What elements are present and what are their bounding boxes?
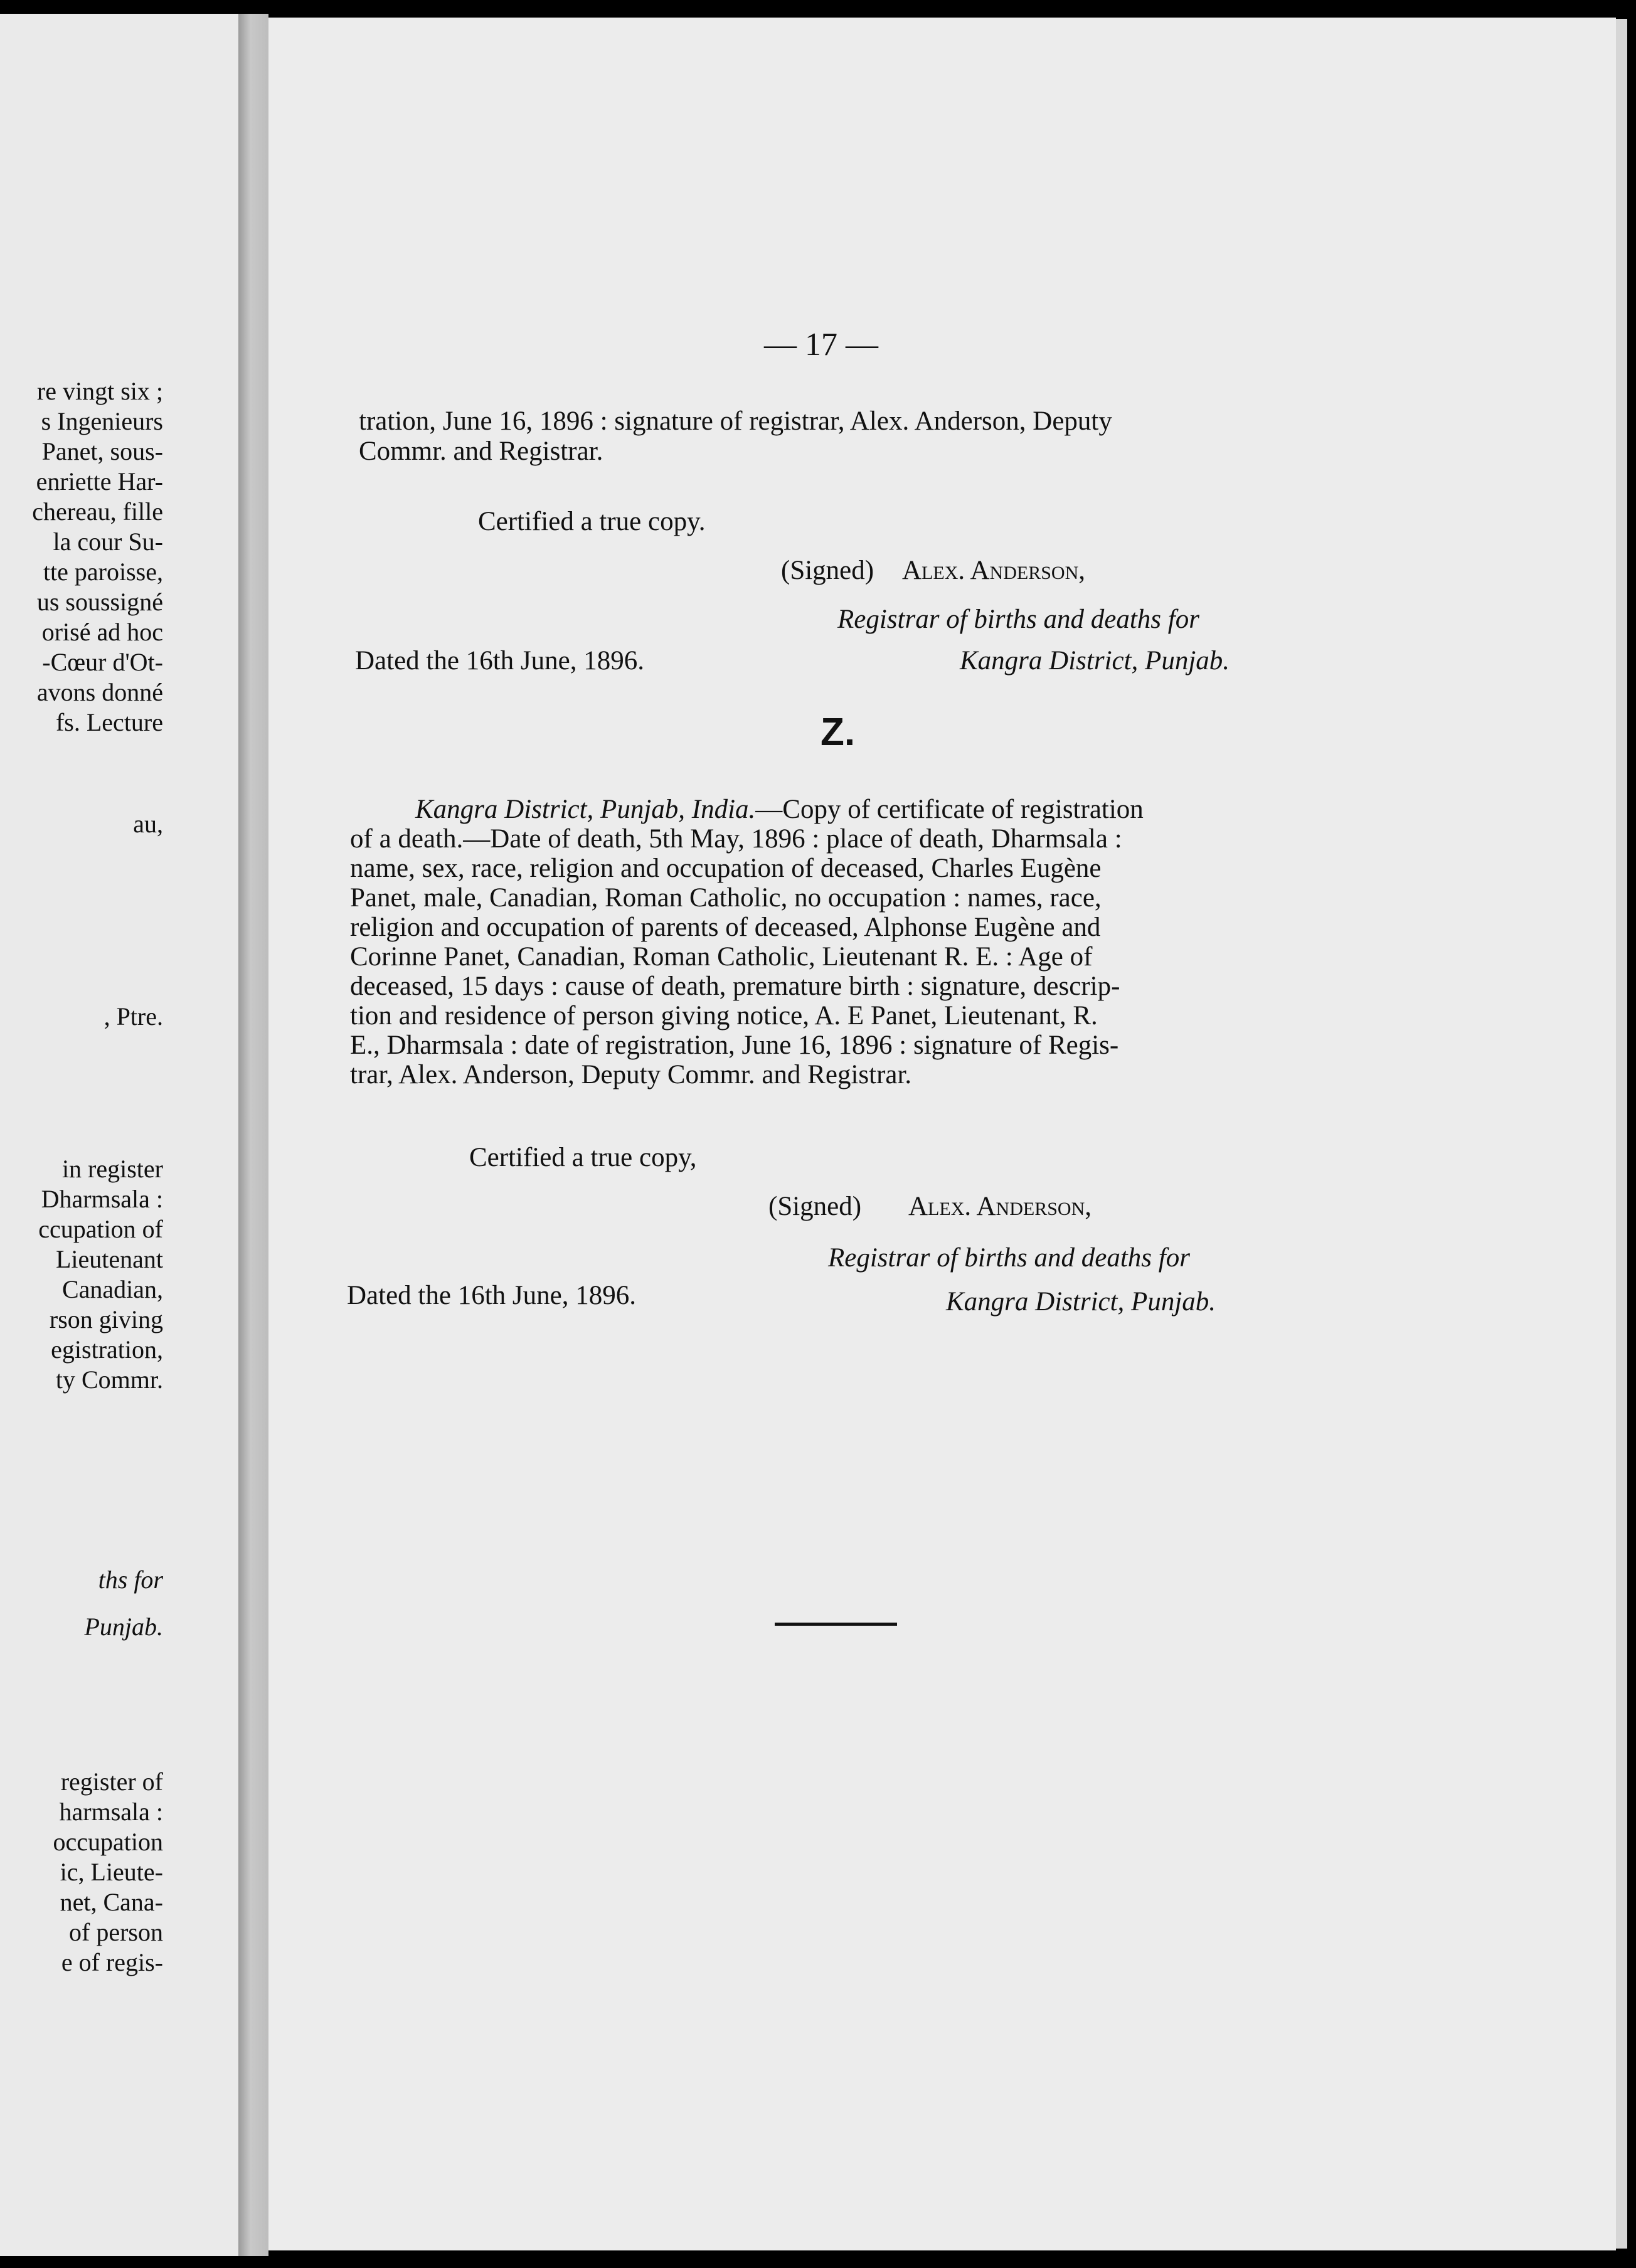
left-page-fragment: rson giving (49, 1305, 163, 1333)
record-z-line-1: —Copy of certificate of registration (755, 795, 1144, 824)
certified-copy-z: Certified a true copy, (469, 1143, 697, 1172)
book-gutter (238, 14, 268, 2256)
left-page-fragment: s Ingenieurs (41, 407, 163, 435)
district-z: Kangra District, Punjab. (946, 1287, 1216, 1317)
signed-label-z: (Signed) (768, 1192, 862, 1221)
dated-y: Dated the 16th June, 1896. (355, 646, 644, 676)
record-z-line-8: tion and residence of person giving notice, A. E Panet, Lieutenant, R. (350, 1001, 1098, 1031)
left-page-fragment: la cour Su- (53, 527, 163, 556)
left-page-fragment: ths for (98, 1566, 163, 1594)
page-number: — 17 — (764, 327, 878, 363)
left-page-fragment: Lieutenant (55, 1245, 163, 1273)
signer-name-z: Alex. Anderson, (908, 1192, 1092, 1221)
left-page-fragment: Punjab. (84, 1613, 163, 1641)
right-page (268, 18, 1616, 2250)
left-page-fragment: egistration, (51, 1335, 163, 1364)
district-y: Kangra District, Punjab. (960, 646, 1230, 676)
signer-name-y: Alex. Anderson, (902, 556, 1085, 585)
record-z-line-5: religion and occupation of parents of deceased, Alphonse Eugène and (350, 913, 1101, 942)
dated-z: Dated the 16th June, 1896. (347, 1281, 636, 1310)
record-z-line-4: Panet, male, Canadian, Roman Catholic, no occupation : names, race, (350, 883, 1102, 913)
record-z-line-3: name, sex, race, religion and occupation of deceased, Charles Eugène (350, 854, 1102, 883)
left-page-fragment: Panet, sous- (41, 437, 163, 465)
record-z-line-7: deceased, 15 days : cause of death, premature birth : signature, descrip- (350, 972, 1120, 1001)
section-heading-z: Z. (821, 711, 856, 754)
left-page-fragment: avons donné (36, 678, 163, 706)
left-page-fragment: re vingt six ; (36, 377, 163, 405)
left-page-fragment: register of (60, 1767, 163, 1796)
registrar-title-z: Registrar of births and deaths for (828, 1243, 1190, 1273)
left-page-fragment: Dharmsala : (41, 1185, 163, 1213)
left-page (0, 14, 238, 2256)
left-page-fragment: au, (133, 810, 163, 838)
record-z-line-10: trar, Alex. Anderson, Deputy Commr. and Registrar. (350, 1060, 912, 1089)
left-page-fragment: occupation (53, 1828, 163, 1856)
continuation-line-2: Commr. and Registrar. (359, 437, 603, 466)
left-page-fragment: enriette Har- (36, 467, 163, 495)
left-page-fragment: tte paroisse, (43, 558, 163, 586)
left-page-fragment: , Ptre. (104, 1002, 163, 1031)
left-page-fragment: fs. Lecture (55, 708, 163, 736)
left-page-fragment: orisé ad hoc (41, 618, 163, 646)
left-page-fragment: e of regis- (61, 1948, 163, 1976)
left-page-fragment: ic, Lieute- (60, 1858, 163, 1886)
record-z-paragraph (350, 795, 1330, 1089)
left-page-fragment: chereau, fille (32, 497, 163, 526)
closing-rule (775, 1623, 897, 1626)
record-z-line-6: Corinne Panet, Canadian, Roman Catholic, Lieutenant R. E. : Age of (350, 942, 1093, 972)
signed-label-y: (Signed) (781, 556, 874, 585)
record-z-line-2: of a death.—Date of death, 5th May, 1896 : place of death, Dharmsala : (350, 824, 1122, 854)
left-page-fragment: Canadian, (61, 1275, 163, 1303)
record-z-lead: Kangra District, Punjab, India. (415, 795, 756, 824)
continuation-line-1: tration, June 16, 1896 : signature of registrar, Alex. Anderson, Deputy (359, 406, 1112, 436)
left-page-fragment: ty Commr. (55, 1365, 163, 1394)
left-page-fragment: us soussigné (36, 588, 163, 616)
left-page-fragment: net, Cana- (60, 1888, 163, 1916)
record-z-line-9: E., Dharmsala : date of registration, June 16, 1896 : signature of Regis- (350, 1031, 1119, 1060)
left-page-fragment: -Cœur d'Ot- (42, 648, 163, 676)
left-page-fragment: ccupation of (38, 1215, 163, 1243)
left-page-fragment: in register (61, 1155, 163, 1183)
left-page-fragment: of person (69, 1918, 163, 1946)
left-page-fragment: harmsala : (59, 1798, 163, 1826)
page-edge (1616, 19, 1627, 2249)
certified-copy-y: Certified a true copy. (478, 507, 706, 536)
registrar-title-y: Registrar of births and deaths for (837, 605, 1199, 634)
